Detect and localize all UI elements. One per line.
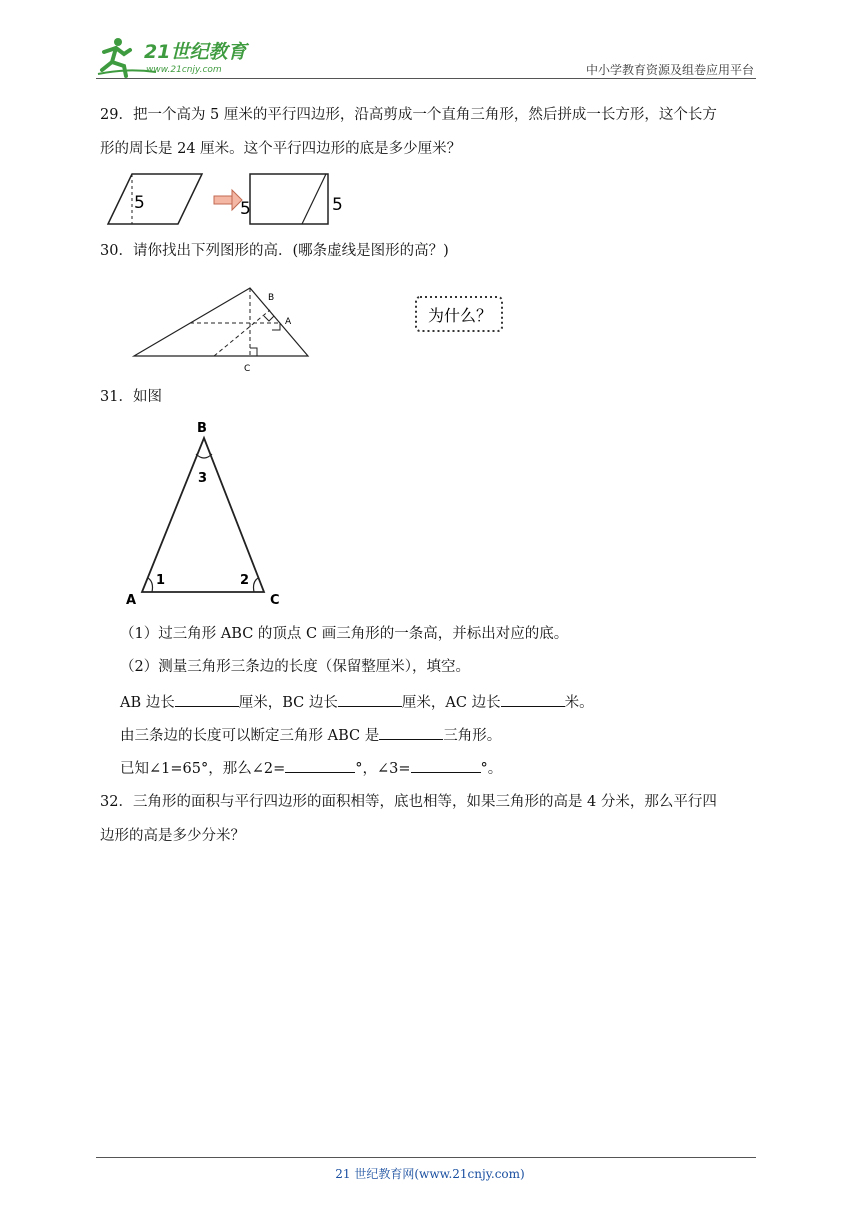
footer-link[interactable]: 21 世纪教育网(www.21cnjy.com)	[335, 1167, 525, 1181]
q30-triangle-figure	[130, 280, 320, 376]
angle-3-label: 3	[198, 471, 208, 486]
q32-text-line2: 边形的高是多少分米？	[100, 828, 245, 844]
height-line-a	[214, 310, 270, 356]
q30-text: 30．请你找出下列图形的高．(哪条虚线是图形的高？)	[100, 243, 449, 259]
label-a: A	[285, 317, 292, 327]
q31-length-row: AB 边长 厘米，BC 边长 厘米，AC 边长 米。	[120, 692, 782, 713]
vertex-b-label: B	[197, 421, 207, 436]
parallelogram-height-label: 5	[134, 193, 145, 213]
parallelogram-shape	[108, 174, 202, 224]
q29-text-line2: 形的周长是 24 厘米。这个平行四边形的底是多少厘米？	[100, 141, 462, 157]
ac-length-blank[interactable]	[501, 692, 565, 707]
angle-3-blank[interactable]	[411, 758, 481, 773]
logo-text: 21世纪教育	[144, 41, 247, 63]
angle-1-label: 1	[156, 573, 166, 588]
bc-length-blank[interactable]	[338, 692, 402, 707]
site-logo	[96, 32, 266, 82]
platform-name: 中小学教育资源及组卷应用平台	[585, 63, 754, 77]
label-c: C	[244, 364, 251, 374]
triangle-abc-shape	[142, 438, 264, 592]
angle-2-label: 2	[240, 573, 250, 588]
q31-sub2: （2）测量三角形三条边的长度（保留整厘米），填空。	[120, 659, 470, 675]
q29-figure	[104, 170, 354, 228]
angle-2-blank[interactable]	[285, 758, 355, 773]
why-bubble-text: 为什么？	[428, 306, 493, 325]
why-speech-bubble	[412, 293, 508, 337]
rectangle-right-label: 5	[332, 195, 343, 215]
q29-text-line1: 29．把一个高为 5 厘米的平行四边形，沿高剪成一个直角三角形，然后拼成一长方形，这个长方	[100, 107, 717, 123]
q31-text: 31．如图	[100, 389, 162, 405]
q31-sub1: （1）过三角形 ABC 的顶点 C 画三角形的一条高，并标出对应的底。	[120, 626, 569, 642]
vertex-a-label: A	[126, 593, 137, 608]
arrow-right-icon	[214, 190, 242, 210]
logo-url: www.21cnjy.com	[146, 65, 222, 75]
vertex-c-label: C	[270, 593, 280, 608]
rectangle-shape	[250, 174, 328, 224]
q31-angle-row: 已知∠1=65°，那么∠2= °，∠3= °。	[120, 758, 782, 779]
rectangle-left-label: 5	[240, 199, 251, 219]
header-divider	[96, 78, 756, 79]
q31-conclusion-row: 由三条边的长度可以断定三角形 ABC 是 三角形。	[120, 725, 782, 746]
rectangle-cut-line	[302, 174, 326, 224]
obtuse-triangle-shape	[134, 288, 308, 356]
footer-divider	[96, 1157, 756, 1158]
label-b: B	[268, 293, 275, 303]
ab-length-blank[interactable]	[175, 692, 239, 707]
triangle-type-blank[interactable]	[379, 725, 443, 740]
q32-text-line1: 32．三角形的面积与平行四边形的面积相等，底也相等，如果三角形的高是 4 分米，那么平行四	[100, 794, 717, 810]
q31-triangle-figure	[120, 414, 290, 610]
